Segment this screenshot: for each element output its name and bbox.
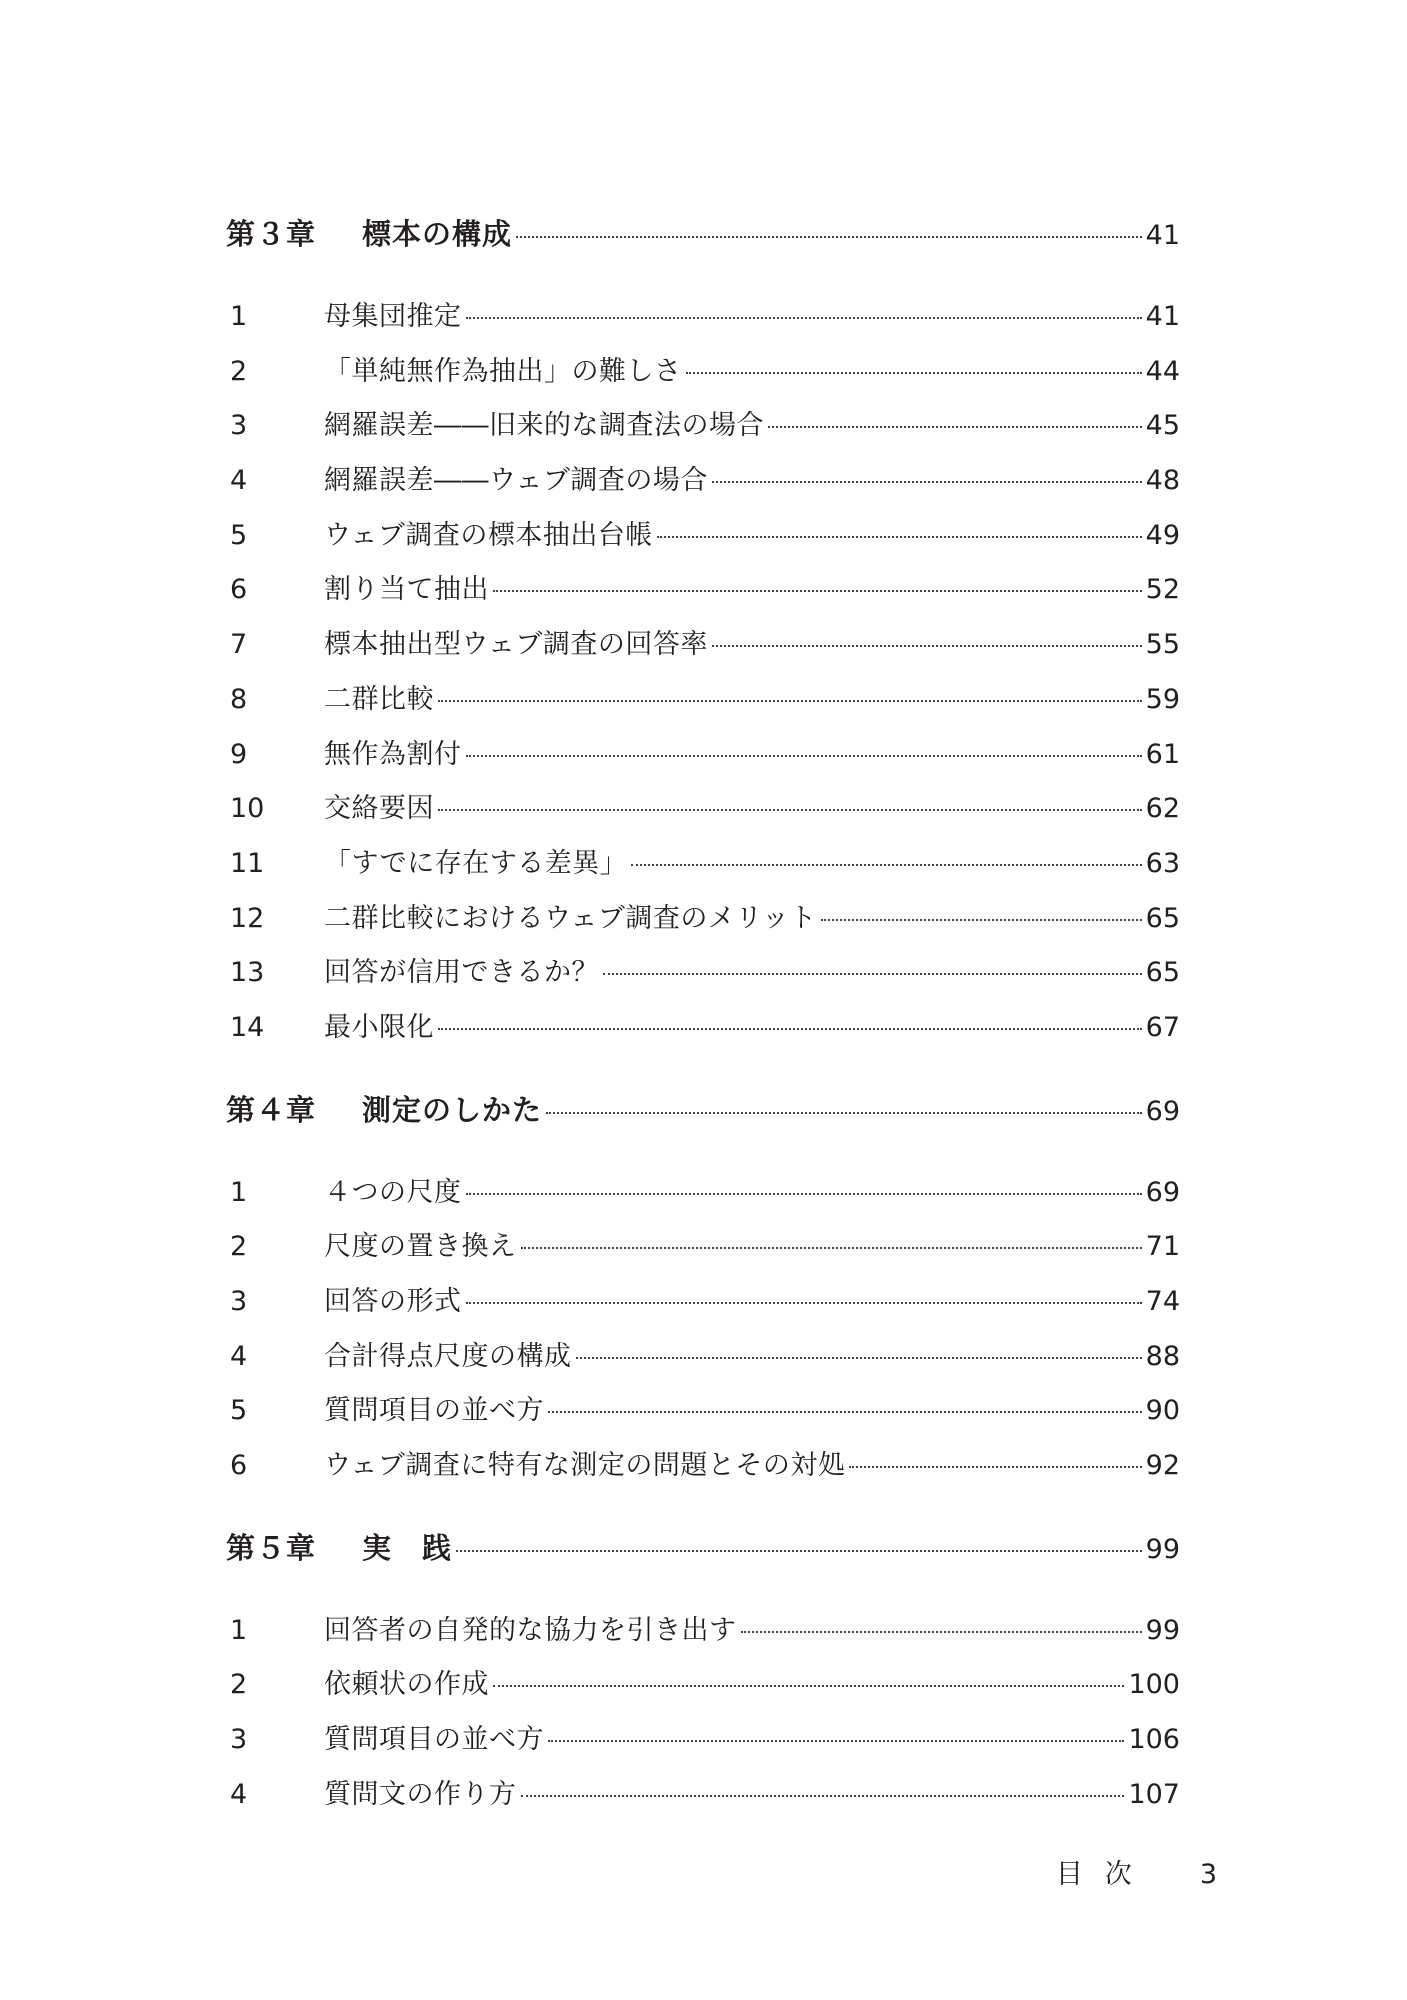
- section-title: 質問項目の並べ方: [324, 1395, 544, 1427]
- section-number: 9: [230, 738, 248, 770]
- section-title: 二群比較におけるウェブ調査のメリット: [324, 902, 817, 934]
- section-page-number: 71: [1145, 1231, 1180, 1263]
- section-number: 1: [230, 1176, 248, 1208]
- section-title: ウェブ調査に特有な測定の問題とその対処: [324, 1450, 846, 1482]
- toc-entry[interactable]: [226, 1384, 1180, 1439]
- toc-entry[interactable]: [226, 1330, 1180, 1385]
- section-title: 質問文の作り方: [324, 1778, 517, 1810]
- section-number: 3: [230, 410, 248, 442]
- section-number: 13: [230, 957, 265, 989]
- section-title: 標本抽出型ウェブ調査の回答率: [324, 629, 708, 661]
- section-page-number: 88: [1145, 1340, 1180, 1372]
- section-title: 依頼状の作成: [324, 1669, 489, 1701]
- toc-entry[interactable]: [226, 399, 1180, 454]
- section-number: 6: [230, 1450, 248, 1482]
- section-list: [226, 1604, 1180, 1823]
- dot-leader: [741, 1631, 1142, 1633]
- section-number: 6: [230, 574, 248, 606]
- chapter-title: 標本の構成: [362, 217, 513, 251]
- section-page-number: 99: [1145, 1614, 1180, 1646]
- section-title: 「すでに存在する差異」: [324, 847, 628, 879]
- section-title: 二群比較: [324, 683, 434, 715]
- dot-leader: [521, 1247, 1142, 1249]
- section-page-number: 65: [1145, 902, 1180, 934]
- toc-entry[interactable]: [226, 782, 1180, 837]
- section-page-number: 48: [1145, 465, 1180, 497]
- section-page-number: 61: [1145, 738, 1180, 770]
- section-page-number: 59: [1145, 683, 1180, 715]
- section-page-number: 44: [1145, 355, 1180, 387]
- section-list: [226, 290, 1180, 1056]
- dot-leader: [438, 700, 1142, 702]
- section-list: [226, 1166, 1180, 1494]
- dot-leader: [466, 755, 1142, 757]
- section-title: 網羅誤差――ウェブ調査の場合: [324, 465, 708, 497]
- dot-leader: [631, 864, 1141, 866]
- dot-leader: [456, 1550, 1142, 1552]
- toc-entry[interactable]: [226, 1220, 1180, 1275]
- toc-entry[interactable]: [226, 290, 1180, 345]
- section-number: 2: [230, 1669, 248, 1701]
- footer-label: 目次: [1055, 1859, 1154, 1890]
- toc-entry[interactable]: [226, 1166, 1180, 1221]
- section-title: ４つの尺度: [324, 1176, 462, 1208]
- section-title: ウェブ調査の標本抽出台帳: [324, 519, 653, 551]
- dot-leader: [438, 809, 1142, 811]
- section-number: 1: [230, 1614, 248, 1646]
- toc-entry[interactable]: [226, 946, 1180, 1001]
- chapter-page-number: 69: [1145, 1095, 1180, 1127]
- chapter-page-number: 41: [1145, 220, 1180, 251]
- dot-leader: [768, 426, 1142, 428]
- toc-entry[interactable]: [226, 728, 1180, 783]
- section-title: 無作為割付: [324, 738, 462, 770]
- section-title: 回答者の自発的な協力を引き出す: [324, 1614, 737, 1646]
- toc-entry[interactable]: [226, 618, 1180, 673]
- section-page-number: 67: [1145, 1011, 1180, 1043]
- chapter-number: 第４章: [226, 1092, 317, 1127]
- dot-leader: [516, 236, 1142, 238]
- section-page-number: 65: [1145, 957, 1180, 989]
- chapter-heading[interactable]: [226, 1526, 1180, 1576]
- dot-leader: [438, 1028, 1142, 1030]
- section-number: 7: [230, 629, 248, 661]
- dot-leader: [466, 1193, 1142, 1195]
- toc-entry[interactable]: [226, 673, 1180, 728]
- toc-entry[interactable]: [226, 563, 1180, 618]
- chapter-heading[interactable]: [226, 212, 1180, 262]
- section-number: 14: [230, 1011, 265, 1043]
- section-number: 3: [230, 1724, 248, 1756]
- section-number: 2: [230, 355, 248, 387]
- dot-leader: [548, 1411, 1142, 1413]
- section-number: 5: [230, 1395, 248, 1427]
- section-title: 「単純無作為抽出」の難しさ: [324, 355, 682, 387]
- section-page-number: 45: [1145, 410, 1180, 442]
- section-number: 8: [230, 683, 248, 715]
- section-number: 5: [230, 519, 248, 551]
- toc-entry[interactable]: [226, 837, 1180, 892]
- dot-leader: [603, 973, 1142, 975]
- section-page-number: 106: [1128, 1724, 1180, 1756]
- section-title: 回答が信用できるか？: [324, 957, 599, 989]
- dot-leader: [712, 645, 1142, 647]
- section-page-number: 74: [1145, 1286, 1180, 1317]
- dot-leader: [712, 481, 1142, 483]
- dot-leader: [849, 1466, 1141, 1468]
- toc-entry[interactable]: [226, 1001, 1180, 1056]
- dot-leader: [821, 919, 1142, 921]
- section-title: 合計得点尺度の構成: [324, 1340, 572, 1372]
- section-title: 質問項目の並べ方: [324, 1724, 544, 1756]
- section-number: 12: [230, 902, 265, 934]
- section-title: 尺度の置き換え: [324, 1231, 517, 1263]
- section-title: 回答の形式: [324, 1286, 462, 1317]
- section-number: 1: [230, 301, 248, 332]
- dot-leader: [493, 1685, 1124, 1687]
- footer-page-number: 3: [1199, 1859, 1217, 1890]
- table-of-contents: [226, 212, 1180, 1823]
- chapter-page-number: 99: [1145, 1533, 1180, 1565]
- toc-entry[interactable]: [226, 1713, 1180, 1768]
- toc-entry[interactable]: [226, 1275, 1180, 1330]
- dot-leader: [686, 372, 1142, 374]
- section-number: 11: [230, 847, 265, 879]
- section-page-number: 92: [1145, 1450, 1180, 1482]
- toc-entry[interactable]: [226, 892, 1180, 947]
- toc-entry[interactable]: [226, 454, 1180, 509]
- section-page-number: 107: [1128, 1778, 1180, 1810]
- section-page-number: 100: [1128, 1669, 1180, 1701]
- section-number: 2: [230, 1231, 248, 1263]
- chapter-title: 実 践: [362, 1530, 453, 1565]
- section-number: 4: [230, 1778, 248, 1810]
- section-number: 10: [230, 793, 265, 825]
- chapter-title: 測定のしかた: [362, 1092, 543, 1127]
- section-number: 3: [230, 1286, 248, 1317]
- chapter-number: 第５章: [226, 1530, 317, 1565]
- toc-entry[interactable]: [226, 1604, 1180, 1659]
- toc-entry[interactable]: [226, 509, 1180, 564]
- toc-entry[interactable]: [226, 1439, 1180, 1494]
- dot-leader: [546, 1112, 1142, 1114]
- section-page-number: 63: [1145, 847, 1180, 879]
- dot-leader: [521, 1795, 1125, 1797]
- section-page-number: 49: [1145, 519, 1180, 551]
- section-page-number: 52: [1145, 574, 1180, 606]
- dot-leader: [657, 536, 1142, 538]
- chapter-number: 第３章: [226, 217, 317, 251]
- dot-leader: [576, 1357, 1142, 1359]
- section-page-number: 62: [1145, 793, 1180, 825]
- dot-leader: [466, 317, 1142, 319]
- section-page-number: 55: [1145, 629, 1180, 661]
- dot-leader: [466, 1302, 1142, 1304]
- section-title: 最小限化: [324, 1011, 434, 1043]
- dot-leader: [493, 590, 1142, 592]
- toc-entry[interactable]: [226, 1658, 1180, 1713]
- chapter-heading[interactable]: [226, 1088, 1180, 1138]
- section-title: 割り当て抽出: [324, 574, 489, 606]
- page-footer: [1056, 1852, 1217, 1891]
- toc-entry[interactable]: [226, 345, 1180, 400]
- dot-leader: [548, 1740, 1124, 1742]
- section-number: 4: [230, 1340, 248, 1372]
- section-title: 網羅誤差――旧来的な調査法の場合: [324, 410, 764, 442]
- section-title: 母集団推定: [324, 301, 462, 332]
- section-page-number: 69: [1145, 1176, 1180, 1208]
- section-page-number: 90: [1145, 1395, 1180, 1427]
- section-page-number: 41: [1145, 301, 1180, 332]
- section-title: 交絡要因: [324, 793, 434, 825]
- section-number: 4: [230, 465, 248, 497]
- toc-entry[interactable]: [226, 1768, 1180, 1823]
